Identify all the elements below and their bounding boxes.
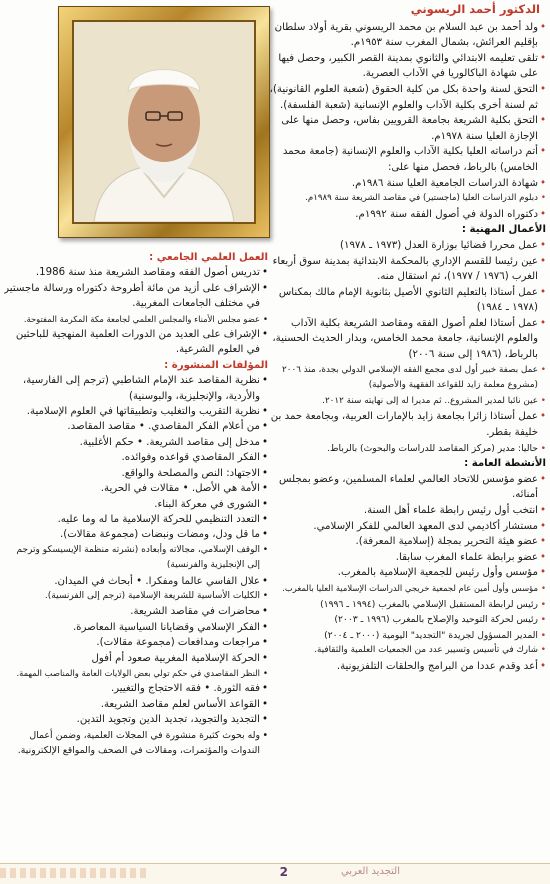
publication-item: • الشورى في معركة البناء. [4,497,268,512]
publication-item: • الفكر المقاصدي قواعده وفوائده. [4,450,268,465]
publications-title: المؤلفات المنشورة : [164,359,268,371]
publication-item: • الفكر الإسلامي وقضايانا السياسية المعاصرة. [4,620,268,635]
activity-item: • عضو برابطة علماء المغرب سابقا. [268,550,546,566]
publication-item: • وله بحوث كثيرة منشورة في المجلات العلمية، وضمن أعمال الندوات والمؤتمرات، ومقالات في الصحف والمواقع الإلكترونية. [4,728,268,759]
activities-title: الأنشطة العامة : [464,458,546,470]
bio-item: • دكتوراه الدولة في أصول الفقه سنة ١٩٩٢م. [268,207,546,223]
career-item: • عين رئيسا للقسم الإداري بالمحكمة الابتدائية بمدينة سوق أربعاء الغرب (١٩٧٦ / ١٩٧٧)، ثم استقال منه. [268,254,546,285]
publication-item: • نظرية التقريب والتغليب وتطبيقاتها في العلوم الإسلامية. [4,404,268,419]
publication-item: • علال الفاسي عالما ومفكرا. • أبحاث في الميدان. [4,574,268,589]
career-item: • حاليا: مدير (مركز المقاصد للدراسات والبحوث) بالرباط. [268,441,546,457]
activity-item: • رئيس لرابطة المستقبل الإسلامي بالمغرب (١٩٩٤ ـ ١٩٩٦) [268,597,546,613]
publication-item: • الوقف الإسلامي، مجالاته وأبعاده (نشرته منظمة الإيسيسكو وترجم إلى الإنجليزية والفرنسية) [4,543,268,574]
career-item: • عين نائبا لمدير المشروع.. ثم مديرا له إلى نهايته سنة ٢٠١٢. [268,394,546,410]
academic-item: • الإشراف على أزيد من مائة أطروحة دكتوراه ورسالة ماجستير في مختلف الجامعات المغربية. [4,281,268,312]
bio-item: • دبلوم الدراسات العليا (ماجستير) في مقاصد الشريعة سنة ١٩٨٩م. [268,191,546,207]
career-item: • عمل أستاذا زائرا بجامعة زايد بالإمارات العربية، وبجامعة حمد بن خليفة بقطر. [268,409,546,440]
right-column [268,0,546,862]
academic-item: • الإشراف على العديد من الدورات العلمية المنهجية للباحثين في العلوم الشرعية. [4,327,268,358]
activity-item: • انتخب أول رئيس رابطة علماء أهل السنة. [268,503,546,519]
publication-item: • نظرية المقاصد عند الإمام الشاطبي (ترجم إلى الفارسية، والأردية، والإنجليزية، والبوسنية) [4,373,268,404]
portrait-image [74,22,254,222]
publication-item: • ما قل ودل، ومضات ونبضات (مجموعة مقالات). [4,527,268,542]
publication-item: • الحركة الإسلامية المغربية صعود أم أفول [4,651,268,666]
activity-item: • مؤسس وأول رئيس للجمعية الإسلامية بالمغرب. [268,565,546,581]
publication-item: • مدخل إلى مقاصد الشريعة. • حكم الأغلبية. [4,435,268,450]
bio-item: • التحق بكلية الشريعة بجامعة القرويين بفاس، وحصل منها على الإجازة العليا سنة ١٩٧٨م. [268,113,546,144]
publication-item: • الأمة هي الأصل. • مقالات في الحرية. [4,481,268,496]
publication-item: • مراجعات ومدافعات (مجموعة مقالات). [4,635,268,650]
publications-section [4,373,268,758]
career-section [268,238,546,456]
activity-item: • المدير المسؤول لجريدة "التجديد" اليومية (٢٠٠٠ ـ ٢٠٠٤) [268,628,546,644]
publication-item: • التعدد التنظيمي للحركة الإسلامية ما له وما عليه. [4,512,268,527]
bio-item: • شهادة الدراسات الجامعية العليا سنة ١٩٨٦م. [268,176,546,192]
publication-item: • الاجتهاد: النص والمصلحة والواقع. [4,466,268,481]
academic-item: • عضو مجلس الأمناء والمجلس العلمي لجامعة مكة المكرمة المفتوحة. [4,312,268,327]
bio-item: • أتم دراساته العليا بكلية الآداب والعلوم الإنسانية (جامعة محمد الخامس) بالرباط، فحصل منها على: [268,144,546,175]
academic-section [4,265,268,357]
author-name: الدكتور أحمد الريسوني [410,2,540,16]
activity-item: • شارك في تأسيس وتسيير عدد من الجمعيات العلمية والثقافية. [268,643,546,659]
publication-item: • من أعلام الفكر المقاصدي. • مقاصد المقاصد. [4,419,268,434]
publication-item: • النظر المقاصدي في حكم تولي بعض الولايات العامة والمناصب المهمة. [4,666,268,681]
bio-item: • تلقى تعليمه الابتدائي والثانوي بمدينة القصر الكبير، وحصل فيها على شهادة الباكالوريا في الآداب العصرية. [268,51,546,82]
career-item: • عمل أستاذا لعلم أصول الفقه ومقاصد الشريعة بكلية الآداب والعلوم الإنسانية، جامعة محمد الخامس، وبدار الحديث الحسنية، بالرباط، (١٩٨٦ إلى سنة ٢٠٠٦) [268,316,546,363]
author-portrait [72,20,256,224]
activities-section [268,472,546,675]
activity-item: • رئيس لحركة التوحيد والإصلاح بالمغرب (١٩٩٦ ـ ٢٠٠٣) [268,612,546,628]
bio-section [268,20,546,223]
career-item: • عمل أستاذا بالتعليم الثانوي الأصيل بثانوية الإمام مالك بمكناس (١٩٧٨ ـ ١٩٨٤) [268,285,546,316]
career-item: • عمل بصفة خبير أول لدى مجمع الفقه الإسلامي الدولي بجدة، منذ ٢٠٠٦ (مشروع معلمة زايد للقواعد الفقهية والأصولية) [268,363,546,394]
publication-item: • فقه الثورة. • فقه الاحتجاج والتغيير. [4,681,268,696]
activity-item: • أعد وقدم عددا من البرامج والحلقات التلفزيونية. [268,659,546,675]
page-footer [0,863,550,884]
career-title: الأعمال المهنية : [461,224,546,236]
bio-item: • ولد أحمد بن عبد السلام بن محمد الريسوني بقرية أولاد سلطان بإقليم العرائش، بشمال المغرب سنة ١٩٥٣م. [268,20,546,51]
footer-decoration [0,868,150,878]
left-column [4,250,268,862]
activity-item: • عضو هيئة التحرير بمجلة (إسلامية المعرفة). [268,534,546,550]
career-item: • عمل محررا قضائيا بوزارة العدل (١٩٧٣ ـ ١٩٧٨) [268,238,546,254]
publication-item: • التجديد والتجويد، تجديد الدين وتجويد التدين. [4,712,268,727]
activity-item: • مؤسس وأول أمين عام لجمعية خريجي الدراسات الإسلامية العليا بالمغرب. [268,581,546,597]
publication-item: • القواعد الأساس لعلم مقاصد الشريعة. [4,697,268,712]
activity-item: • مستشار أكاديمي لدى المعهد العالمي للفكر الإسلامي. [268,519,546,535]
bio-item: • التحق لسنة واحدة بكل من كلية الحقوق (شعبة العلوم القانونية)، ثم لسنة أخرى بكلية الآداب والعلوم الإنسانية (شعبة الفلسفة). [268,82,546,113]
academic-title: العمل العلمي الجامعي : [149,252,268,263]
portrait-frame [58,6,270,238]
page-number: 2 [279,865,288,879]
academic-item: • تدريس أصول الفقه ومقاصد الشريعة منذ سنة 1986. [4,265,268,280]
publication-item: • محاضرات في مقاصد الشريعة. [4,604,268,619]
footer-text: التجديد العربي [340,866,400,877]
publication-item: • الكليات الأساسية للشريعة الإسلامية (ترجم إلى الفرنسية). [4,589,268,604]
activity-item: • عضو مؤسس للاتحاد العالمي لعلماء المسلمين، وعضو بمجلس أمنائه. [268,472,546,503]
